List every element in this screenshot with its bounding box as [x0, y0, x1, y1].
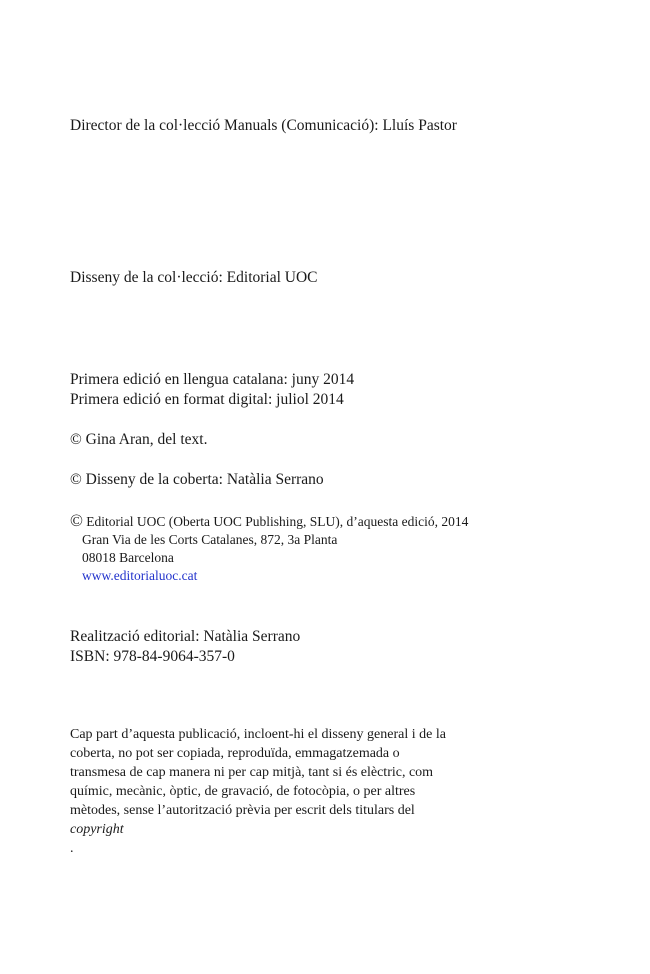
copyright-cover: © Disseny de la coberta: Natàlia Serrano — [70, 471, 324, 488]
first-edition-catalan: Primera edició en llengua catalana: juny 2014 — [70, 371, 355, 388]
publisher-address: Gran Via de les Corts Catalanes, 872, 3a Planta — [82, 532, 338, 547]
notice-line: coberta, no pot ser copiada, reproduïda, emmagatzemada o — [70, 746, 400, 761]
publisher-website-link[interactable]: www.editorialuoc.cat — [82, 568, 198, 583]
notice-last-text: mètodes, sense l’autorització prèvia per escrit dels titulars del — [70, 803, 415, 818]
publisher-line — [70, 512, 468, 531]
publisher-city: 08018 Barcelona — [82, 550, 174, 565]
copyright-word: copyright — [70, 822, 124, 837]
notice-line: transmesa de cap manera ni per cap mitjà, tant si és elèctric, com — [70, 765, 434, 780]
isbn: ISBN: 978-84-9064-357-0 — [70, 648, 235, 665]
copyright-notice — [70, 725, 520, 858]
notice-period: . — [70, 841, 74, 856]
notice-line: químic, mecànic, òptic, de gravació, de fotocòpia, o per altres — [70, 784, 416, 799]
copyright-symbol: © — [70, 511, 83, 530]
first-edition-digital: Primera edició en format digital: juliol 2014 — [70, 391, 344, 408]
collection-director: Director de la col·lecció Manuals (Comunicació): Lluís Pastor — [70, 117, 457, 134]
editorial-realization: Realització editorial: Natàlia Serrano — [70, 628, 301, 645]
publisher-name: Editorial UOC (Oberta UOC Publishing, SLU), d’aquesta edició, 2014 — [86, 514, 469, 529]
copyright-text: © Gina Aran, del text. — [70, 431, 208, 448]
notice-line: Cap part d’aquesta publicació, incloent-hi el disseny general i de la — [70, 727, 446, 742]
notice-last-line — [70, 801, 520, 858]
collection-design: Disseny de la col·lecció: Editorial UOC — [70, 269, 318, 286]
